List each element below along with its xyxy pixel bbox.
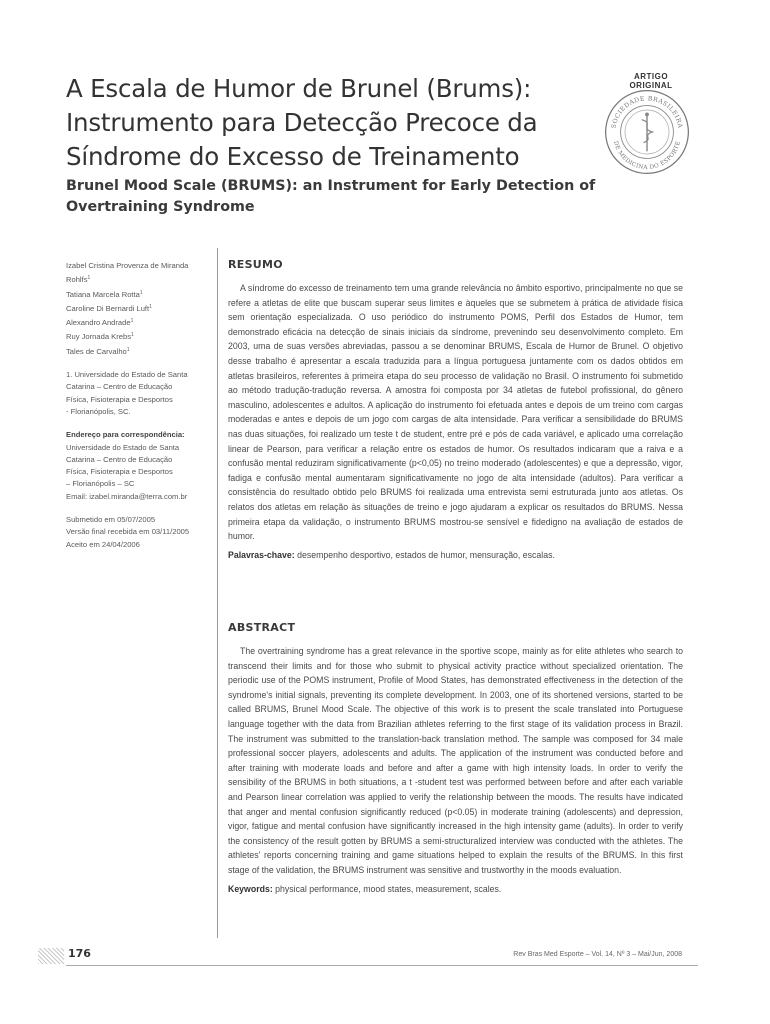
- author-name: Ruy Jornada Krebs$^1$: [66, 332, 134, 342]
- submission-dates: Submetido em 05/07/2005 Versão final recebida em 03/11/2005 Aceito em 24/04/2006: [66, 515, 190, 549]
- title-line: A Escala de Humor de Brunel (Brums):: [66, 74, 532, 103]
- journal-reference: Rev Bras Med Esporte – Vol. 14, Nº 3 – Mai/Jun, 2008: [513, 951, 682, 958]
- author-name: Rohlfs$^1$: [66, 275, 91, 285]
- footer-hatch-decoration: [38, 948, 64, 964]
- correspondence-address: Endereço para correspondência: Universidade do Estado de Santa Catarina – Centro de Educação Física, Fisioterapia e Desportos – Florianópolis – SC Email: izabel.miranda@terra.com.br: [66, 429, 214, 503]
- title-line: Instrumento para Detecção Precoce da: [66, 108, 538, 137]
- resumo-section: [228, 258, 683, 562]
- author-name: Caroline Di Bernardi Luft$^1$: [66, 303, 152, 313]
- abstract-keywords: [228, 882, 683, 897]
- subtitle-line: Brunel Mood Scale (BRUMS): an Instrument for Early Detection of: [66, 178, 596, 194]
- society-seal-icon: [603, 88, 691, 176]
- keywords-value: physical performance, mood states, measurement, scales.: [275, 883, 502, 894]
- abstract-heading: ABSTRACT: [228, 621, 296, 634]
- resumo-text: A síndrome do excesso de treinamento tem uma grande relevância no âmbito esportivo, principalmente no que se refere a atletas de elite que buscam superar seus limites e àqueles que se submetem à prática de atividade física sem orientação especializada. O uso periódico do instrumento POMS, Perfil dos Estados de Humor, tem demonstrado eficácia na detecção de sinais iniciais da síndrome, prevenindo seu desenvolvimento completo. Em 2003, uma de suas versões abreviadas, passou a se denominar BRUMS, Escala de Humor de Brunel. O objetivo desse trabalho é apresentar a escala traduzida para a língua portuguesa juntamente com os dados obtidos em atletas brasileiros, referentes à primeira etapa do seu processo de validação no Brasil. O instrumento foi submetido ao método tradução-tradução reversa. A amostra foi composta por 34 atletas de futebol profissional, do gênero masculino, adolescentes e adultos. A aplicação do instrumento foi efetuada antes e depois de um treino com cargas moderadas e antes e depois de um jogo com cargas de alta intensidade. Para verificar a sensibilidade do BRUMS nas duas situações, foi realizado um teste t de student, entre pré e pós de cada variável, e aplicado uma correlação linear de Pearson, para verificar a relação entre os estados de humor. Os resultados indicaram que a raiva e a confusão mental reduziram significativamente (p<0,05) no treino moderado (adolescentes) e que a depressão, vigor, fadiga e confusão mental aumentaram significativamente no jogo de alta intensidade (adultos). Para verificar a consistência do resultado obtido pelo BRUMS foi realizada uma entrevista semi estruturada junto aos atletas. Os relatos dos atletas em relação às situações de treino e jogo ajudaram a explicar os resultados do BRUMS. Nessa primeira etapa da validação, o instrumento BRUMS mostrou-se sensível e fidedigno na avaliação de estados de humor.: [228, 283, 683, 542]
- resumo-heading: RESUMO: [228, 258, 283, 271]
- author-name: Tatiana Marcela Rotta$^1$: [66, 289, 143, 299]
- page-number: 176: [68, 947, 91, 960]
- seal-bottom-text: DE MEDICINA DO ESPORTE: [612, 140, 682, 172]
- article-subtitle: [66, 176, 596, 218]
- correspondence-email: Email: izabel.miranda@terra.com.br: [66, 491, 188, 501]
- affiliation: 1. Universidade do Estado de Santa Catarina – Centro de Educação Física, Fisioterapia e Desportos - Florianópolis, SC.: [66, 370, 188, 416]
- author-name: Tales de Carvalho$^1$: [66, 346, 130, 356]
- title-line: Síndrome do Excesso de Treinamento: [66, 142, 520, 171]
- author-sidebar: [66, 258, 214, 551]
- footer-rule: [66, 965, 698, 966]
- column-divider: [217, 248, 218, 938]
- author-name: Alexandro Andrade$^1$: [66, 318, 134, 328]
- article-title: [66, 72, 566, 174]
- correspondence-label: Endereço para correspondência:: [66, 430, 185, 440]
- resumo-keywords: [228, 548, 683, 563]
- keywords-label: Palavras-chave:: [228, 549, 295, 560]
- article-type-label: ARTIGO ORIGINAL: [629, 72, 673, 90]
- seal-top-text: SOCIEDADE BRASILEIRA: [610, 95, 684, 130]
- keywords-label: Keywords:: [228, 883, 273, 894]
- abstract-section: [228, 621, 683, 896]
- abstract-text: The overtraining syndrome has a great relevance in the sportive scope, mainly as for elite athletes who search to transcend their limits and for those who submit to physical activity practice without specialized orientation. The periodic use of the POMS instrument, Profile of Mood States, has demonstrated effectiveness in the detection of the syndrome's initial signals, preventing its complete development. In 2003, one of its shortened versions, started to be called BRUMS, Brunel Mood Scale. The objective of this work is to present the scale translated into Portuguese language together with the data from Brazilian athletes referring to the first stage of its validation process in Brazil. The instrument was submitted to the translation-back translation method. The sample was composed for 34 male professional soccer players, adolescents and adults. The application of the instrument was conducted before and after training with moderate loads and before and after a game with high intensity loads. In order to verify the sensibility of the BRUMS in both situations, a t -student test was performed between before and after each variable and Pearson linear correlation was applied to verify the relationship between the moods. The results have indicated that anger and mental confusion significantly reduced (p<0.05) in moderate training (adolescents) and depression, vigor, fatigue and mental confusion have significantly increased in the high intensity game (adults). In order to verify the consistency of the result gotten by BRUMS a semi-structuralized interview was conducted with the athletes. The athletes' reports concerning training and game situations helped to explain the results of the BRUMS. In this first stage of the validation, the BRUMS instrument was sensitive and trustworthy in the moods evaluation.: [228, 646, 683, 875]
- author-name: Izabel Cristina Provenza de Miranda: [66, 261, 189, 270]
- subtitle-line: Overtraining Syndrome: [66, 199, 255, 215]
- keywords-value: desempenho desportivo, estados de humor, mensuração, escalas.: [297, 549, 555, 560]
